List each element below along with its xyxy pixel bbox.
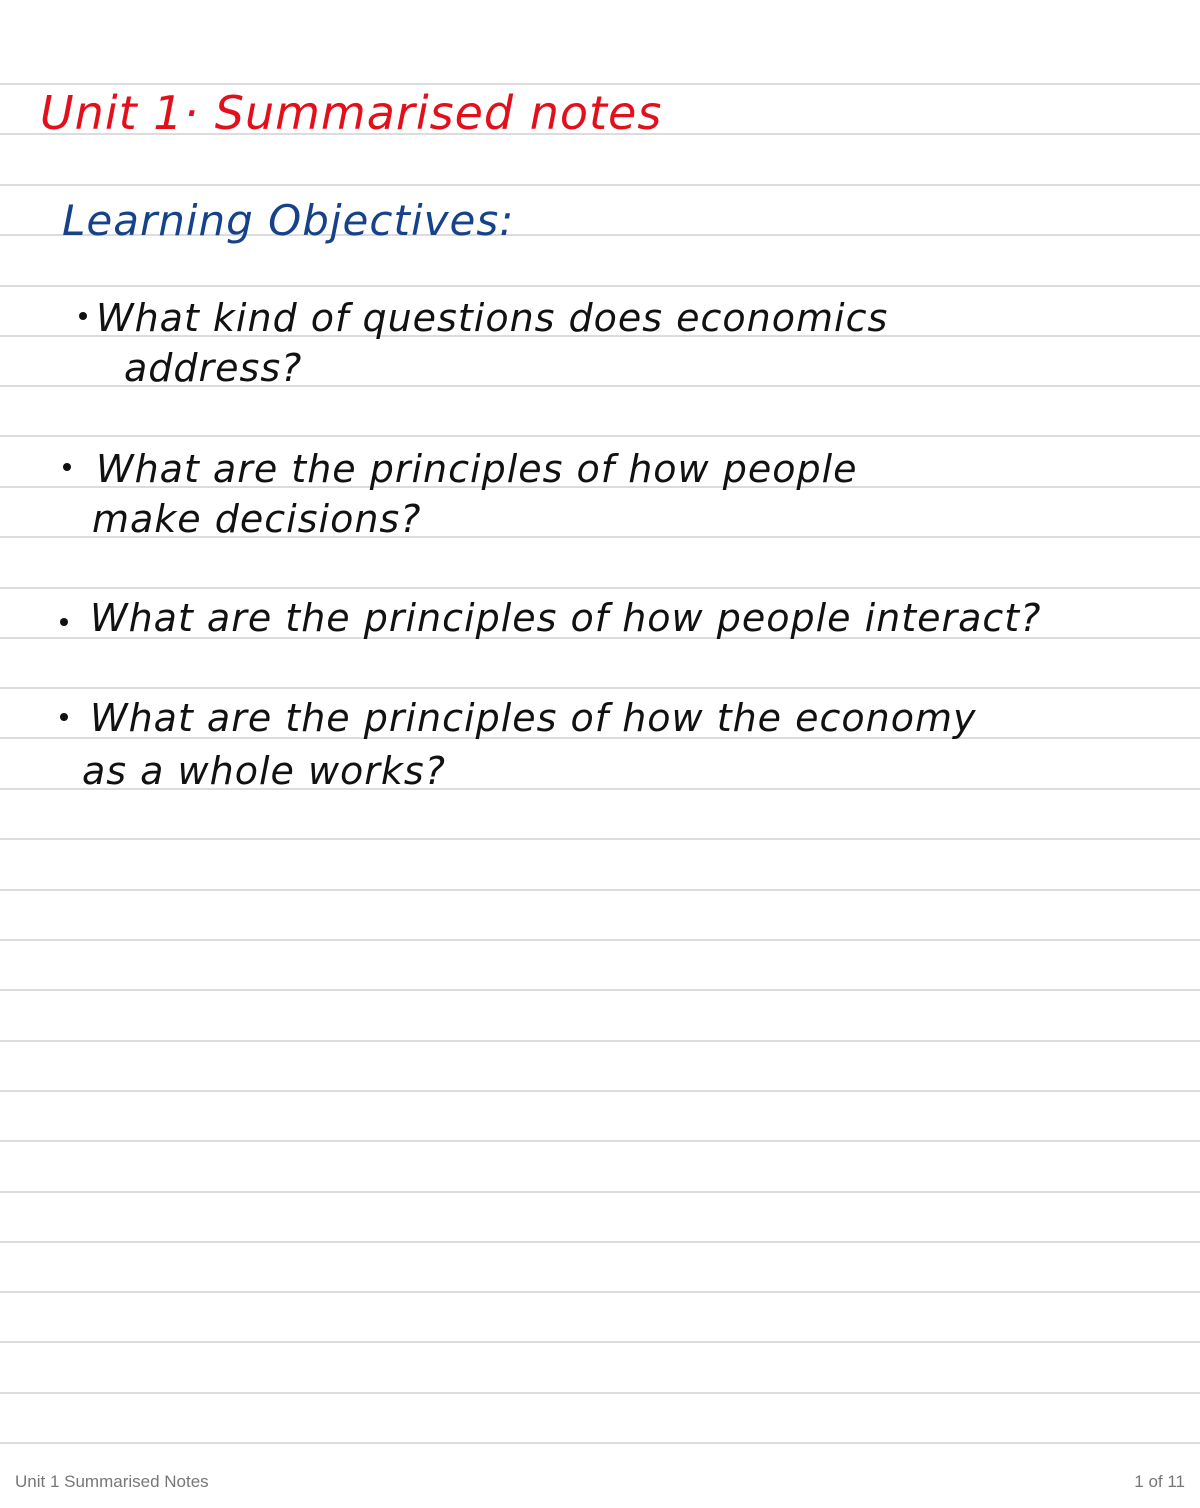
ruled-line [0,83,1200,85]
ruled-line [0,687,1200,689]
ruled-line [0,285,1200,287]
objective-4-line-1: What are the principles of how the economy [90,696,977,740]
ruled-line [0,435,1200,437]
ruled-line [0,1191,1200,1193]
ruled-line [0,1241,1200,1243]
ruled-line [0,1392,1200,1394]
ruled-line [0,587,1200,589]
ruled-line [0,1090,1200,1092]
objective-4-line-2: as a whole works? [82,749,446,793]
bullet-dot-icon [60,713,68,721]
bullet-dot-icon [63,463,71,471]
bullet-dot-icon [60,618,68,626]
ruled-line [0,1040,1200,1042]
objective-1-line-1: What kind of questions does economics [96,296,889,340]
ruled-line [0,889,1200,891]
ruled-line [0,838,1200,840]
objective-2-line-1: What are the principles of how people [96,447,858,491]
objective-1-line-2: address? [124,346,303,390]
notes-title: Unit 1· Summarised notes [40,86,663,140]
document-title: Unit 1 Summarised Notes [15,1472,209,1491]
ruled-line [0,1442,1200,1444]
ruled-line [0,939,1200,941]
ruled-line [0,1291,1200,1293]
ruled-line [0,184,1200,186]
learning-objectives-heading: Learning Objectives: [62,196,515,245]
bullet-dot-icon [79,312,87,320]
page-indicator: 1 of 11 [1134,1472,1185,1491]
ruled-line [0,989,1200,991]
ruled-line [0,1341,1200,1343]
ruled-line [0,1140,1200,1142]
objective-2-line-2: make decisions? [92,497,422,541]
objective-3-line-1: What are the principles of how people interact? [90,596,1042,640]
